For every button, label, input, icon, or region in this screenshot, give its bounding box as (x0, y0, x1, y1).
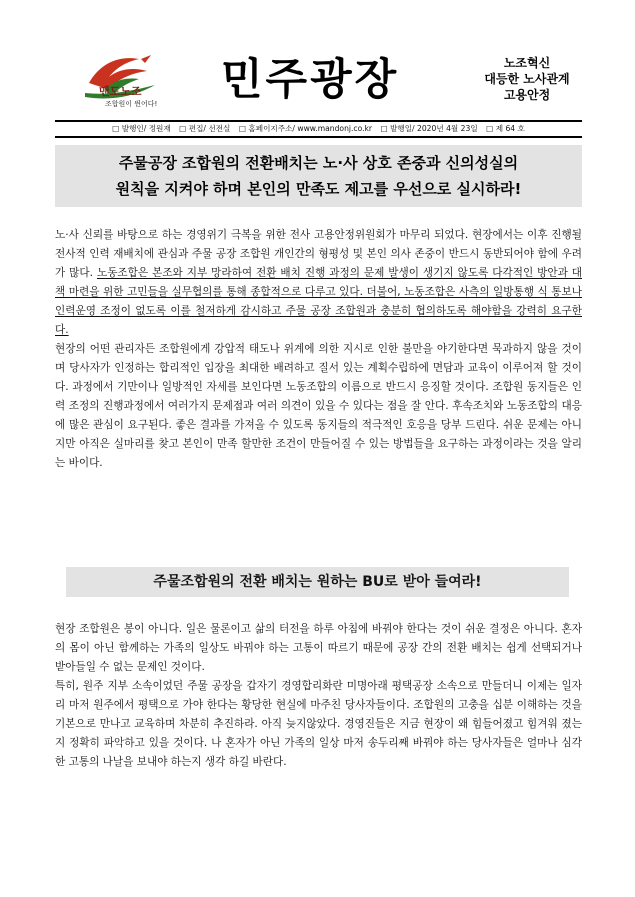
publish-date: □ 발행일/ 2020년 4월 23일 (380, 124, 478, 133)
logo-tagline: 조합원이 뛴어다! (105, 100, 158, 108)
headline-line: 원칙을 지켜야 하며 본인의 만족도 제고를 우선으로 실시하라! (115, 180, 522, 198)
union-logo (55, 45, 175, 115)
main-headline (55, 145, 582, 207)
article-paragraph: 현장의 어떤 관리자든 조합원에게 강압적 태도나 위계에 의한 지시로 인한 불만을 야기한다면 묵과하지 않을 것이며 당사자가 인정하는 합리적인 입장을 최대한 배려하고 질서 있는 계획수립하에 면담과 교육이 이루어져 할 것이다. 과정에서 기만이나 일방적인 자세를 보인다면 노동조합의 이름으로 반드시 응징할 것이다. 조합원 동지들은 인력 조정의 진행과정에서 여러가지 문제점과 여러 의견이 있을 수 있다는 점을 잘 안다. 후속조치와 노동조합의 대응에 많은 관심이 요구된다. 좋은 결과를 가져올 수 있도록 동지들의 적극적인 호응을 당부 드린다. 쉬운 문제는 아니지만 아직은 실마리를 찾고 본인이 만족 할만한 조건이 만들어질 수 있는 방법들을 요구하는 과정이라는 것을 알리는 바이다. (55, 343, 582, 469)
article-body-2 (55, 620, 582, 772)
publication-info-bar (55, 120, 582, 138)
article-paragraph: 현장 조합원은 봉이 아니다. 일은 물론이고 삶의 터전을 하루 아침에 바꿔야 한다는 것이 쉬운 결정은 아니다. 혼자의 몸이 아닌 함께하는 가족의 일상도 바꿔야 하는 고통이 따르기 때문에 공장 간의 전환 배치는 쉽게 선택되거나 받아들일 수 없는 문제인 것이다. (55, 623, 582, 673)
homepage-address: □ 홈페이지주소/ www.mandonj.co.kr (238, 124, 373, 133)
slogan-line: 고용안정 (503, 88, 551, 102)
slogan-line: 노조혁신 (503, 56, 551, 70)
headline-line: 주물공장 조합원의 전환배치는 노·사 상호 존중과 신의성실의 (118, 154, 519, 172)
article-paragraph: 특히, 원주 지부 소속이었던 주물 공장을 갑자기 경영합리화란 미명아래 평택공장 소속으로 만들더니 이제는 일자리 마저 원주에서 평택으로 가야 한다는 황당한 현실에 마주친 당사자들이다. 조합원의 고충을 십분 이해하는 것을 기본으로 만나고 교육하며 차분히 추진하라. 아직 늦지않았다. 경영진들은 지금 현장이 왜 힘들어졌고 힘겨워 졌는지 정확히 파악하고 있을 것이다. 나 혼자가 아닌 가족의 일상 마저 송두리째 바꿔야 하는 당사자들은 얼마나 심각한 고통의 나날을 보내야 하는지 생각 하길 바란다. (55, 680, 582, 768)
masthead (55, 45, 582, 115)
editor: □ 편집/ 선전실 (179, 124, 231, 133)
logo-wordmark: 맨도노조 (99, 85, 142, 98)
slogan-line: 대등한 노사관계 (484, 72, 570, 86)
sub-headline: 주물조합원의 전환 배치는 원하는 BU로 받아 들여라! (66, 567, 569, 597)
article-body-1 (55, 226, 582, 473)
publisher: □ 발행인/ 정원재 (112, 124, 171, 133)
paragraph-text: 노·사 신뢰를 바탕으로 하는 경영위기 극복을 위한 전사 고용안정위원회가 마무리 되었다. 현장에서는 이후 진행될 전사적 인력 재배치에 관심과 주물 공장 조합원 개인간의 형평성 및 본인 의사 존중이 반드시 동반되어야 함에 우려가 많다. (55, 229, 582, 279)
issue-number: □ 제 64 호 (486, 124, 525, 133)
slogan-block (472, 55, 582, 103)
article-paragraph (55, 226, 582, 340)
newsletter-title: 민주광장 (221, 55, 400, 105)
underlined-text: 노동조합은 본조와 지부 망라하여 전환 배치 진행 과정의 문제 발생이 생기지 않도록 다각적인 방안과 대책 마련을 위한 고민들을 실무협의를 통해 종합적으로 다루고 있다. 더불어, 노동조합은 사측의 일방통행 식 통보나 인력운영 조정이 없도록 이를 철저하게 감시하고 주물 공장 조합원과 충분히 협의하도록 해야함을 강력히 요구한다. (55, 267, 582, 336)
